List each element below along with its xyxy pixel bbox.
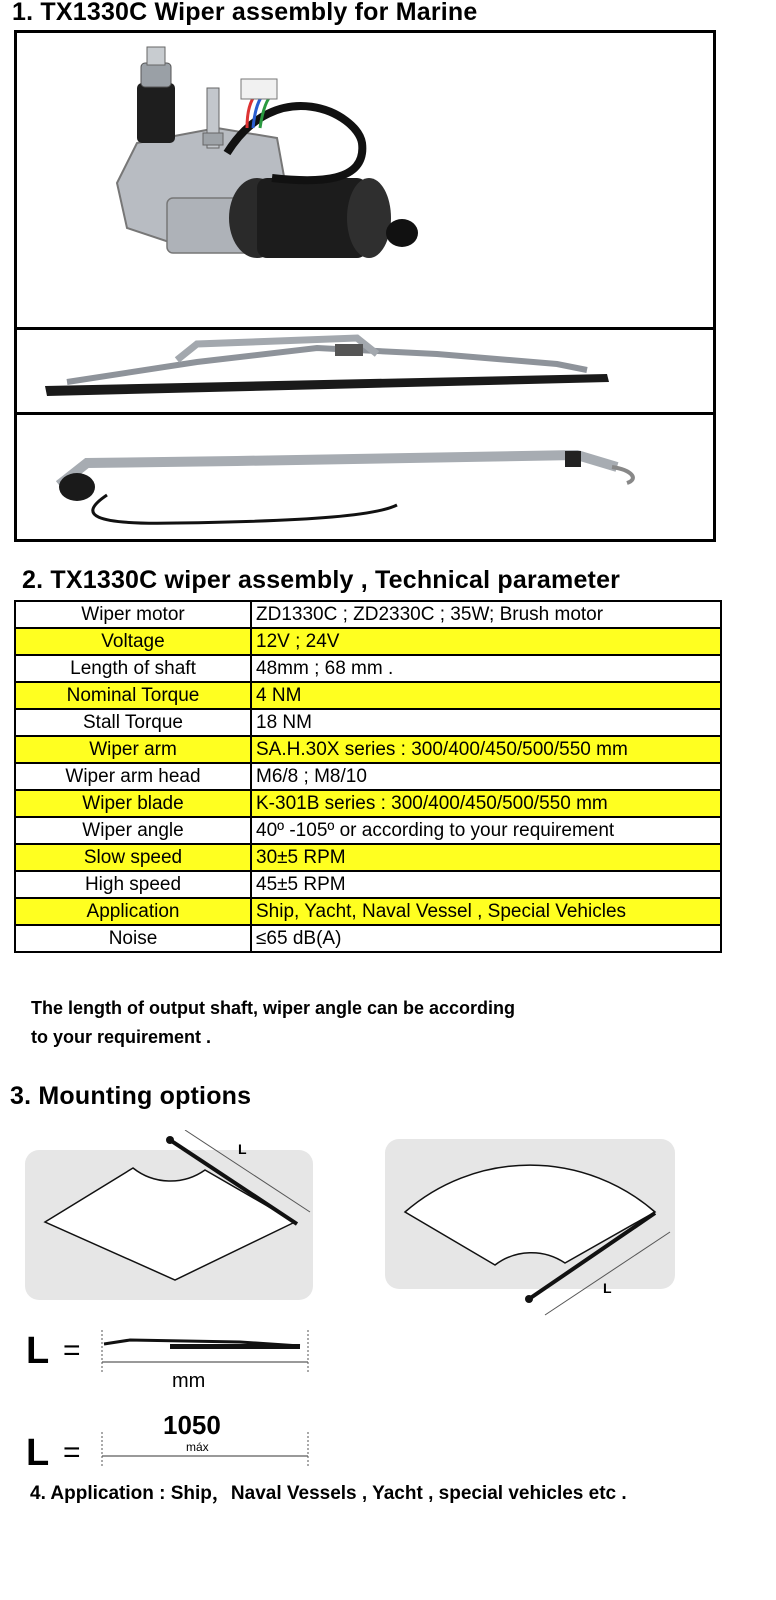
spec-label: Slow speed [15,844,251,871]
spec-value: 30±5 RPM [251,844,721,871]
spec-row [15,709,721,736]
spec-value: ZD1330C ; ZD2330C ; 35W; Brush motor [251,601,721,628]
spec-value: Ship, Yacht, Naval Vessel , Special Vehicles [251,898,721,925]
wiper-motor-image [17,33,713,327]
spec-value: 48mm ; 68 mm . [251,655,721,682]
note-text [31,994,515,1052]
spec-value: 12V ; 24V [251,628,721,655]
spec-value: M6/8 ; M8/10 [251,763,721,790]
section2-title: 2. TX1330C wiper assembly , Technical parameter [22,566,621,594]
spec-label: Nominal Torque [15,682,251,709]
formula1-arm-sketch [100,1328,310,1374]
spec-label: Voltage [15,628,251,655]
wiper-arm-image [17,415,713,539]
spec-label: Wiper blade [15,790,251,817]
spec-row [15,682,721,709]
motor-photo-panel [14,30,716,330]
spec-row [15,655,721,682]
section3-title: 3. Mounting options [10,1082,252,1110]
note-line-2: to your requirement . [31,1027,212,1047]
section4-title: 4. Application : Ship，Naval Vessels , Yacht , special vehicles etc . [30,1483,627,1504]
spec-table-body [15,601,721,952]
spec-label: High speed [15,871,251,898]
spec-row [15,817,721,844]
section1-title: 1. TX1330C Wiper assembly for Marine [12,0,478,26]
wiper-arm-photo-panel [14,412,716,542]
formula1-symbol: L [26,1330,50,1372]
spec-row [15,628,721,655]
length-label-right: L [603,1280,612,1296]
spec-row [15,898,721,925]
spec-row [15,736,721,763]
spec-label: Wiper arm head [15,763,251,790]
mounting-diagram-left [25,1130,315,1305]
length-label-left: L [238,1141,247,1157]
mounting-diagram-right [385,1137,675,1322]
spec-label: Length of shaft [15,655,251,682]
spec-row [15,601,721,628]
spec-value: 18 NM [251,709,721,736]
formula1-equals: = [63,1334,81,1367]
spec-label: Stall Torque [15,709,251,736]
spec-label: Wiper angle [15,817,251,844]
note-line-1: The length of output shaft, wiper angle can be according [31,998,516,1018]
spec-value: 45±5 RPM [251,871,721,898]
spec-row [15,790,721,817]
formula2-dimension [100,1430,310,1470]
spec-value: 4 NM [251,682,721,709]
formula2-symbol: L [26,1432,50,1474]
spec-value: ≤65 dB(A) [251,925,721,952]
spec-row [15,871,721,898]
wiper-blade-image [17,330,713,412]
dimension-line-icon [100,1430,310,1470]
spec-label: Application [15,898,251,925]
spec-label: Noise [15,925,251,952]
arm-blade-icon [100,1328,310,1374]
spec-table [14,600,722,953]
spec-row [15,925,721,952]
sweep-diagram-right [385,1137,685,1327]
formula2-sub: máx [186,1440,209,1454]
spec-label: Wiper arm [15,736,251,763]
wiper-blade-photo-panel [14,327,716,415]
spec-value: SA.H.30X series : 300/400/450/500/550 mm [251,736,721,763]
sweep-diagram-left [25,1130,325,1310]
spec-row [15,763,721,790]
formula2-equals: = [63,1436,81,1469]
spec-label: Wiper motor [15,601,251,628]
formula2-value: 1050 [163,1410,221,1440]
formula1-unit: mm [172,1370,206,1392]
spec-value: 40º -105º or according to your requirement [251,817,721,844]
spec-row [15,844,721,871]
spec-value: K-301B series : 300/400/450/500/550 mm [251,790,721,817]
